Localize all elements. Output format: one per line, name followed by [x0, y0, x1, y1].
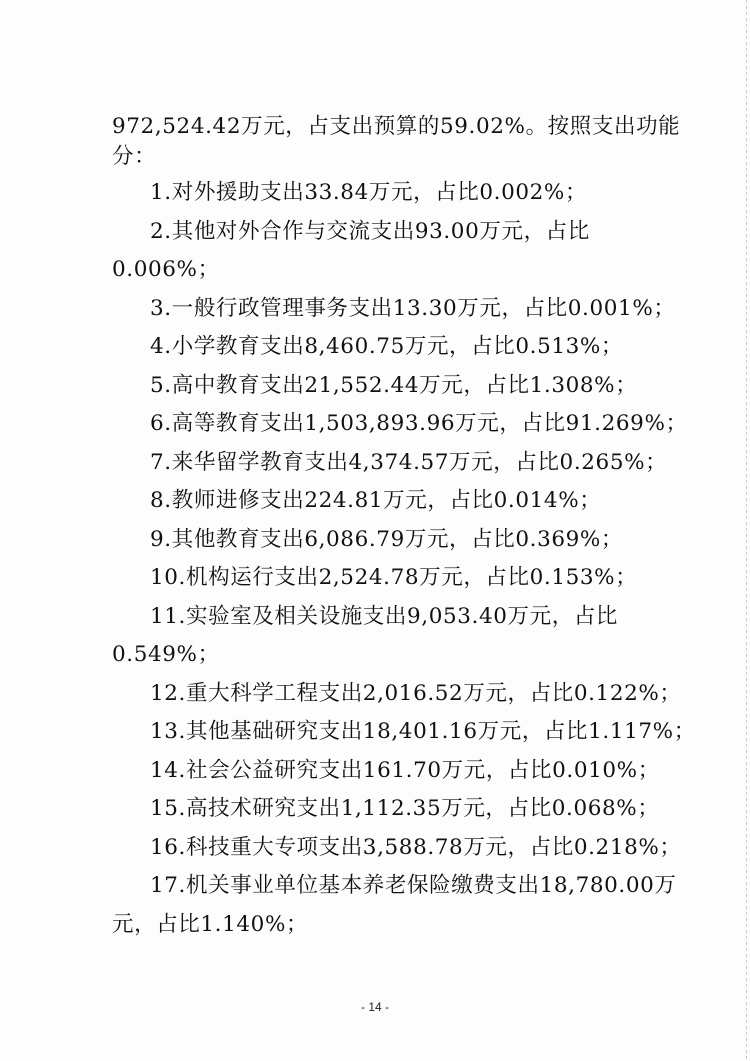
list-item: 12.重大科学工程支出2,016.52万元，占比0.122%；	[150, 681, 682, 706]
list-item: 5.高中教育支出21,552.44万元，占比1.308%；	[150, 373, 638, 398]
list-item: 6.高等教育支出1,503,893.96万元，占比91.269%；	[150, 411, 688, 436]
list-item: 8.教师进修支出224.81万元，占比0.014%；	[150, 488, 602, 513]
list-item: 9.其他教育支出6,086.79万元，占比0.369%；	[150, 527, 624, 552]
paragraph-line: 分：	[112, 144, 157, 169]
list-item: 4.小学教育支出8,460.75万元，占比0.513%；	[150, 334, 624, 359]
list-item: 11.实验室及相关设施支出9,053.40万元，占比	[150, 604, 619, 629]
scan-edge	[746, 0, 747, 1061]
list-item: 3.一般行政管理事务支出13.30万元，占比0.001%；	[150, 296, 676, 321]
list-item: 1.对外援助支出33.84万元，占比0.002%；	[150, 180, 588, 205]
page-number: - 14 -	[360, 1000, 389, 1014]
list-item-continuation: 元，占比1.140%；	[112, 912, 309, 937]
list-item: 16.科技重大专项支出3,588.78万元，占比0.218%；	[150, 835, 682, 860]
paragraph-line: 972,524.42万元，占支出预算的59.02%。按照支出功能	[112, 114, 681, 139]
list-item: 14.社会公益研究支出161.70万元，占比0.010%；	[150, 758, 660, 783]
list-item: 15.高技术研究支出1,112.35万元，占比0.068%；	[150, 796, 660, 821]
list-item: 7.来华留学教育支出4,374.57万元，占比0.265%；	[150, 450, 668, 475]
list-item: 10.机构运行支出2,524.78万元，占比0.153%；	[150, 565, 638, 590]
list-item-continuation: 0.006%；	[112, 257, 220, 282]
list-item: 17.机关事业单位基本养老保险缴费支出18,780.00万	[150, 873, 677, 898]
list-item: 2.其他对外合作与交流支出93.00万元，占比	[150, 219, 590, 244]
list-item-continuation: 0.549%；	[112, 642, 220, 667]
list-item: 13.其他基础研究支出18,401.16万元，占比1.117%；	[150, 719, 696, 744]
